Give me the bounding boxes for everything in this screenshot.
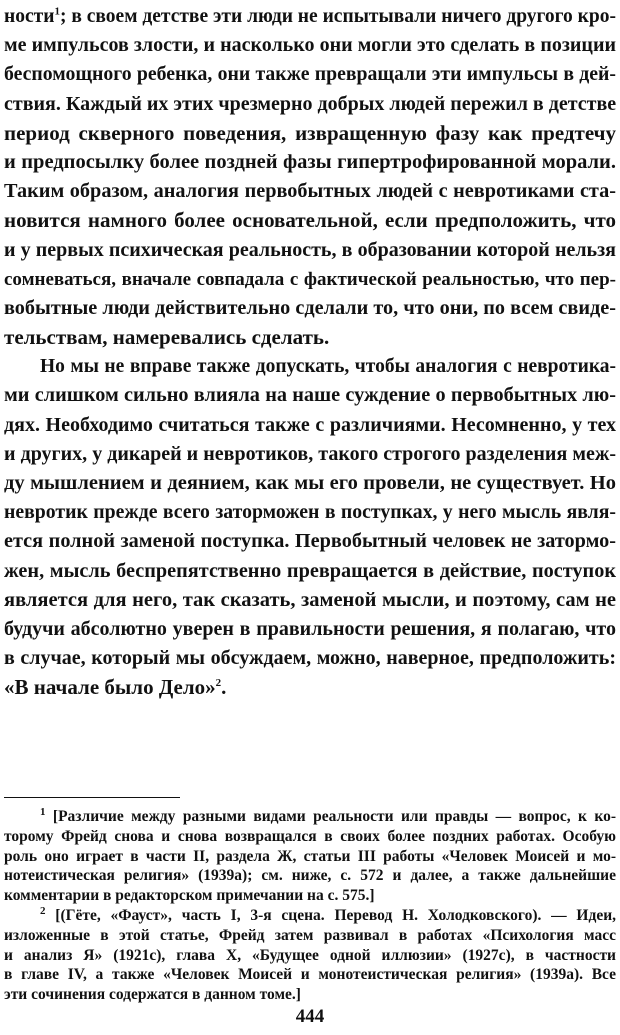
footnote-line: $^2$ [(Гёте, «Фауст», часть I, 3-я сцена. Перевод Н. Холодковского). — Идеи,	[40, 904, 616, 924]
footnote-line: в главе IV, а также «Человек Моисей и монотеистическая религия» (1939a). Все	[4, 966, 616, 984]
text-line: сомневаться, вначале совпадала с фактической реальностью, что пер-	[4, 268, 616, 290]
main-text-block	[4, 2, 616, 703]
footnote-marker[interactable]: 2	[215, 677, 222, 690]
text-line: период скверного поведения, извращенную фазу как предтечу	[4, 120, 616, 145]
text-line: беспомощного ребенка, они также превращали эти импульсы в дей-	[4, 63, 616, 86]
text-line: ствия. Каждый их этих чрезмерно добрых людей пережил в детстве	[4, 92, 617, 115]
text-line: Но мы не вправе также допускать, чтобы аналогия с невротика-	[40, 356, 616, 378]
text-line: ется полной заменой поступка. Первобытный человек не затормо-	[4, 530, 616, 553]
text-line: ности$^1$; в своем детстве эти люди не испытывали ничего другого кро-	[4, 5, 616, 27]
text-line: и других, у дикарей и невротиков, такого строгого разделения меж-	[4, 442, 616, 465]
footnote-marker[interactable]: 1	[54, 5, 60, 18]
text-line: ми слишком сильно влияла на наше суждение о первобытных лю-	[4, 384, 616, 407]
footnote-number: 1	[40, 805, 46, 818]
text-line: ме импульсов злости, и насколько они могли это сделать в позиции	[4, 34, 616, 57]
text-line: невротик прежде всего заторможен в поступках, у него мысль явля-	[4, 501, 616, 524]
footnotes-block	[4, 807, 616, 1005]
text-line: новится намного более основательной, если предположить, что	[4, 208, 616, 233]
page-number: 444	[295, 1006, 325, 1027]
text-line: дях. Необходимо считаться также с различиями. Несомненно, у тех	[4, 413, 616, 436]
footnote-line: комментарии в редакторском примечании на с. 575.]	[4, 887, 375, 905]
text-line: тельствам, намеревались сделать.	[4, 325, 330, 350]
footnote-line: эти сочинения содержатся в данном томе.]	[4, 986, 301, 1004]
text-line: Таким образом, аналогия первобытных людей с невротиками ста-	[4, 180, 616, 203]
text-line: и предпосылку более поздней фазы гипертрофированной морали.	[4, 150, 616, 173]
text-line: ду мышлением и деянием, как мы его провели, не существует. Но	[4, 472, 616, 494]
text-line: будучи абсолютно уверен в правильности решения, я полагаю, что	[4, 617, 616, 640]
text-line: в случае, который мы обсуждаем, можно, наверное, предположить:	[4, 647, 616, 670]
text-line: является для него, так сказать, заменой мысли, и поэтому, сам не	[4, 588, 616, 611]
footnote-number: 2	[40, 904, 46, 917]
text-line: жен, мысль беспрепятственно превращается в действие, поступок	[4, 559, 616, 582]
footnote-line: и анализ Я» (1921c), глава X, «Будущее одной иллюзии» (1927c), в частности	[4, 946, 616, 964]
text-line: вобытные люди действительно сделали то, что они, по всем свиде-	[4, 296, 616, 319]
footnote-line: нотеистическая религия» (1939a); см. ниже, с. 572 и далее, а также дальнейшие	[4, 867, 616, 885]
footnote-line: $^1$ [Различие между разными видами реальности или правды — вопрос, к ко-	[40, 805, 616, 825]
text-line: и у первых психическая реальность, в образовании которой нельзя	[4, 238, 616, 261]
footnote-line: торому Фрейд снова и снова возвращался в своих более поздних работах. Особую	[4, 827, 616, 845]
text-line: «В начале было Дело»$^2$.	[4, 675, 227, 700]
footnote-line: изложенные в этой статье, Фрейд затем развивал в работах «Психология масс	[4, 926, 616, 944]
footnote-divider	[4, 797, 180, 798]
footnote-line: роль оно играет в части II, раздела Ж, статьи III работы «Человек Моисей и мо-	[4, 847, 616, 865]
